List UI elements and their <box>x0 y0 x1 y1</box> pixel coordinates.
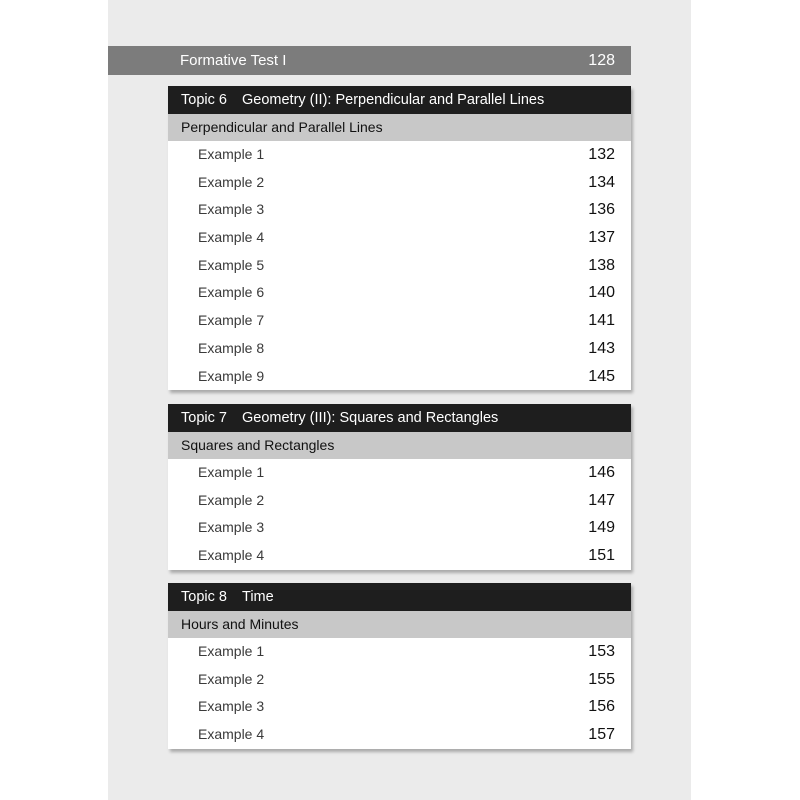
toc-row <box>168 542 631 570</box>
example-label: Example 3 <box>198 201 265 218</box>
example-label: Example 9 <box>198 367 265 384</box>
toc-row <box>168 169 631 197</box>
page-number: 137 <box>588 229 615 247</box>
toc-row <box>168 307 631 335</box>
section-header: Hours and Minutes <box>168 611 631 638</box>
page-number: 147 <box>588 491 615 509</box>
page-number: 155 <box>588 670 615 688</box>
example-label: Example 1 <box>198 146 265 162</box>
topic-header <box>168 86 631 114</box>
example-label: Example 6 <box>198 284 265 301</box>
page-number: 143 <box>588 339 615 357</box>
topic-6-box <box>168 86 631 390</box>
topic-number: Topic 7 <box>181 410 227 426</box>
page-number: 153 <box>588 643 615 660</box>
toc-row <box>168 487 631 515</box>
section-header: Squares and Rectangles <box>168 432 631 459</box>
toc-row <box>168 721 631 749</box>
example-label: Example 4 <box>198 726 265 743</box>
page-number: 145 <box>588 367 615 385</box>
example-label: Example 2 <box>198 670 265 687</box>
topic-title: Geometry (II): Perpendicular and Parallel Lines <box>242 92 545 108</box>
page-number: 149 <box>588 519 615 537</box>
example-label: Example 7 <box>198 312 265 329</box>
toc-row <box>168 196 631 224</box>
page-number: 151 <box>588 547 615 565</box>
formative-test-title: Formative Test I <box>180 52 287 69</box>
toc-row <box>168 335 631 363</box>
example-label: Example 1 <box>198 464 265 480</box>
page-number: 134 <box>588 173 615 191</box>
toc-row <box>168 224 631 252</box>
toc-row <box>168 279 631 307</box>
example-label: Example 8 <box>198 339 265 356</box>
example-label: Example 5 <box>198 256 265 273</box>
example-label: Example 1 <box>198 643 265 659</box>
topic-number: Topic 8 <box>181 589 227 605</box>
page-number: 141 <box>588 312 615 330</box>
example-label: Example 3 <box>198 519 265 536</box>
topic-8-box <box>168 583 631 749</box>
example-label: Example 2 <box>198 491 265 508</box>
toc-row <box>168 693 631 721</box>
example-label: Example 4 <box>198 547 265 564</box>
example-label: Example 2 <box>198 173 265 190</box>
toc-row <box>168 514 631 542</box>
page-number: 138 <box>588 256 615 274</box>
toc-row <box>168 459 631 487</box>
topic-number: Topic 6 <box>181 92 227 108</box>
page-number: 157 <box>588 726 615 744</box>
toc-row <box>168 666 631 694</box>
topic-title: Geometry (III): Squares and Rectangles <box>242 410 499 426</box>
section-header: Perpendicular and Parallel Lines <box>168 114 631 141</box>
page-number: 136 <box>588 201 615 219</box>
topic-title: Time <box>242 589 274 605</box>
example-label: Example 3 <box>198 698 265 715</box>
toc-row <box>168 363 631 391</box>
page-number: 132 <box>588 146 615 163</box>
toc-row <box>168 638 631 666</box>
formative-test-page: 128 <box>588 52 615 69</box>
example-label: Example 4 <box>198 229 265 246</box>
topic-header <box>168 404 631 432</box>
topic-7-box <box>168 404 631 570</box>
page-number: 140 <box>588 284 615 302</box>
topic-header <box>168 583 631 611</box>
page-number: 156 <box>588 698 615 716</box>
toc-row <box>168 141 631 169</box>
page-number: 146 <box>588 464 615 481</box>
formative-test-row <box>108 46 631 75</box>
toc-row <box>168 252 631 280</box>
